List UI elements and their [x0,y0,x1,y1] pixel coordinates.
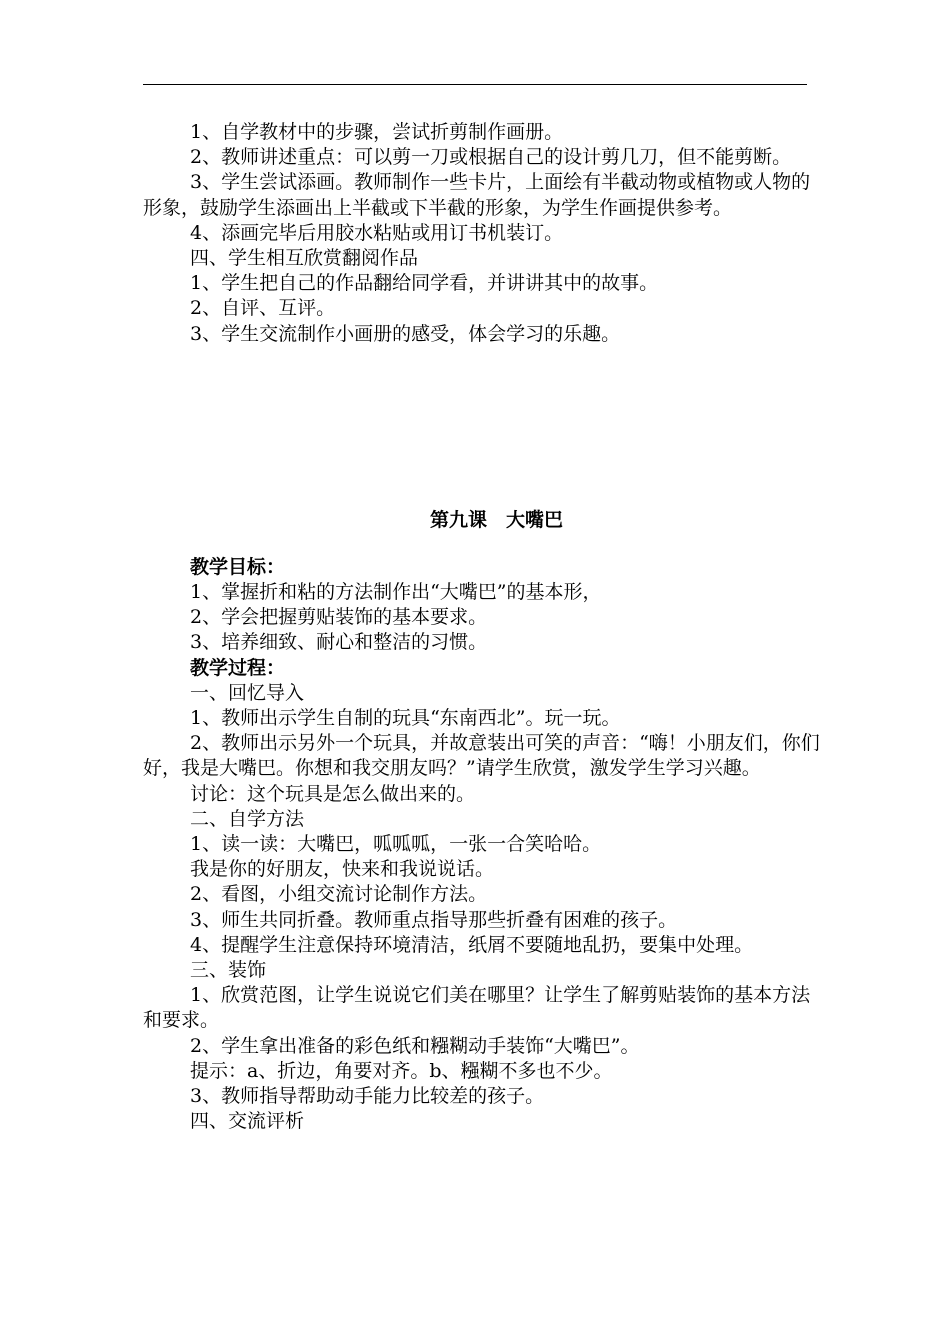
objective-item: 2、学会把握剪贴装饰的基本要求。 [190,606,488,629]
process-item: 3、教师指导帮助动手能力比较差的孩子。 [190,1085,545,1108]
section-heading: 四、学生相互欣赏翻阅作品 [190,247,419,270]
process-heading: 教学过程： [190,656,286,679]
process-item: 讨论：这个玩具是怎么做出来的。 [190,782,476,805]
paragraph: 2、教师讲述重点：可以剪一刀或根据自己的设计剪几刀，但不能剪断。 [190,146,792,169]
spacer [143,347,823,508]
section-heading: 四、交流评析 [190,1110,305,1133]
process-item: 2、学生拿出准备的彩色纸和糨糊动手装饰“大嘴巴”。 [190,1034,640,1057]
process-item: 1、读一读：大嘴巴，呱呱呱，一张一合笑哈哈。 [190,833,602,856]
objectives-section [143,555,823,656]
paragraph: 2、自评、互评。 [190,297,336,320]
top-section [143,120,823,347]
process-item: 1、欣赏范图，让学生说说它们美在哪里？让学生了解剪贴装饰的基本方法和要求。 [143,984,811,1032]
process-item: 3、师生共同折叠。教师重点指导那些折叠有困难的孩子。 [190,908,678,931]
process-item: 1、教师出示学生自制的玩具“东南西北”。玩一玩。 [190,707,621,730]
objective-item: 1、掌握折和粘的方法制作出“大嘴巴”的基本形， [190,581,602,604]
process-item: 2、看图，小组交流讨论制作方法。 [190,883,488,906]
paragraph: 1、学生把自己的作品翻给同学看，并讲讲其中的故事。 [190,272,659,295]
paragraph: 3、学生交流制作小画册的感受，体会学习的乐趣。 [190,322,621,345]
process-section [143,656,823,1135]
process-item: 提示：a、折边，角要对齐。b、糨糊不多也不少。 [190,1059,613,1082]
spacer [143,533,823,555]
process-item: 我是你的好朋友，快来和我说说话。 [190,858,495,881]
document-body [143,120,823,1135]
lesson-title: 第九课 大嘴巴 [429,508,563,531]
paragraph: 3、学生尝试添画。教师制作一些卡片，上面绘有半截动物或植物或人物的形象，鼓励学生添画出上半截或下半截的形象，为学生作画提供参考。 [143,171,811,219]
objective-item: 3、培养细致、耐心和整洁的习惯。 [190,631,488,654]
objectives-heading: 教学目标： [190,555,286,578]
section-heading: 一、回忆导入 [190,681,305,704]
paragraph: 1、自学教材中的步骤，尝试折剪制作画册。 [190,121,564,143]
process-item: 2、教师出示另外一个玩具，并故意装出可笑的声音：“嗨！小朋友们，你们好，我是大嘴巴。你想和我交朋友吗？”请学生欣赏，激发学生学习兴趣。 [143,732,820,780]
paragraph: 4、添画完毕后用胶水粘贴或用订书机装订。 [190,221,564,244]
header-rule [143,84,807,85]
process-item: 4、提醒学生注意保持环境清洁，纸屑不要随地乱扔，要集中处理。 [190,933,754,956]
section-heading: 二、自学方法 [190,807,305,830]
section-heading: 三、装饰 [190,959,267,982]
